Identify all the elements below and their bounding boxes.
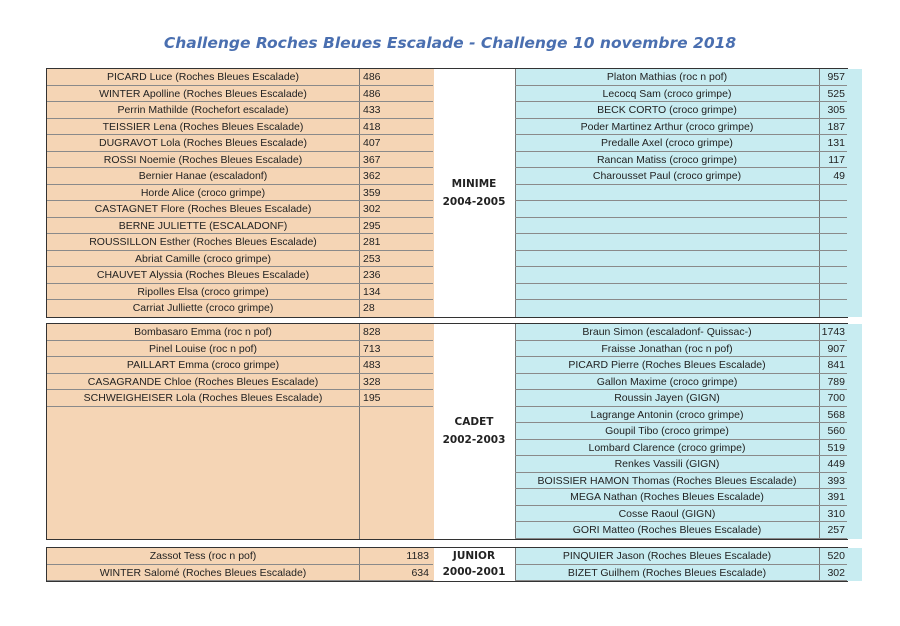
table-row: [47, 69, 433, 86]
athlete-name: Bernier Hanae (escaladonf): [138, 170, 268, 182]
athlete-score: 359: [363, 186, 381, 199]
table-row: [515, 69, 847, 86]
table-row: [515, 185, 847, 202]
athlete-score: 449: [827, 458, 845, 470]
athlete-score: 310: [827, 507, 845, 520]
table-row: [47, 251, 433, 268]
athlete-name: BERNE JULIETTE (ESCALADONF): [118, 219, 288, 232]
athlete-score: 519: [827, 441, 845, 454]
athlete-name: Renkes Vassili (GIGN): [614, 458, 720, 470]
athlete-score: 253: [363, 252, 381, 265]
athlete-score: 560: [827, 425, 845, 437]
athlete-name: WINTER Salomé (Roches Bleues Escalade): [99, 566, 307, 579]
athlete-score: 131: [827, 137, 845, 149]
athlete-score: 634: [411, 566, 429, 579]
table-row: [47, 86, 433, 103]
athlete-name: Lagrange Antonin (croco grimpe): [590, 408, 744, 421]
athlete-score: 828: [363, 326, 381, 338]
athlete-score: 187: [827, 120, 845, 133]
table-row: [515, 522, 847, 539]
table-row: [515, 152, 847, 169]
table-row: [515, 267, 847, 284]
athlete-name: Goupil Tibo (croco grimpe): [605, 425, 729, 437]
athlete-name: BECK CORTO (croco grimpe): [597, 104, 737, 116]
athlete-score: 1743: [821, 326, 845, 338]
table-row: [47, 390, 433, 407]
athlete-score: 28: [363, 302, 375, 314]
table-row: [515, 234, 847, 251]
table-row: [47, 324, 433, 341]
athlete-score: 407: [363, 137, 381, 149]
athlete-score: 841: [827, 359, 845, 371]
table-row: [47, 102, 433, 119]
athlete-name: Ripolles Elsa (croco grimpe): [137, 285, 269, 298]
table-row: [515, 390, 847, 407]
table-row: [515, 119, 847, 136]
athlete-name: Bombasaro Emma (roc n pof): [134, 326, 272, 338]
athlete-score: 418: [363, 120, 381, 133]
athlete-score: 957: [827, 71, 845, 83]
table-row: [47, 135, 433, 152]
athlete-name: CASAGRANDE Chloe (Roches Bleues Escalade): [87, 375, 319, 388]
athlete-name: Horde Alice (croco grimpe): [140, 186, 266, 199]
athlete-name: TEISSIER Lena (Roches Bleues Escalade): [102, 120, 304, 133]
athlete-score: 117: [828, 153, 845, 166]
athlete-name: CASTAGNET Flore (Roches Bleues Escalade): [94, 203, 312, 215]
athlete-score: 302: [363, 203, 381, 215]
athlete-score: 134: [363, 285, 381, 298]
athlete-score: 328: [363, 375, 381, 388]
athlete-name: Perrin Mathilde (Rochefort escalade): [117, 104, 289, 116]
athlete-name: BIZET Guilhem (Roches Bleues Escalade): [567, 566, 767, 579]
athlete-name: Poder Martinez Arthur (croco grimpe): [580, 120, 754, 133]
table-row: [515, 456, 847, 473]
category-name: JUNIOR: [452, 550, 496, 562]
category-name: MINIME: [451, 178, 497, 190]
table-row: [515, 251, 847, 268]
athlete-name: Rancan Matiss (croco grimpe): [596, 153, 738, 166]
table-row: [47, 267, 433, 284]
athlete-score: 391: [827, 491, 845, 503]
athlete-score: 433: [363, 104, 381, 116]
table-row: [515, 135, 847, 152]
table-row: [515, 506, 847, 523]
athlete-name: PINQUIER Jason (Roches Bleues Escalade): [562, 550, 772, 562]
athlete-name: GORI Matteo (Roches Bleues Escalade): [572, 524, 762, 536]
page-title: Challenge Roches Bleues Escalade - Challenge 10 novembre 2018: [163, 34, 737, 52]
athlete-score: 520: [827, 550, 845, 562]
category-years: 2002-2003: [442, 434, 506, 446]
athlete-name: CHAUVET Alyssia (Roches Bleues Escalade): [96, 269, 310, 281]
athlete-name: Carriat Julliette (croco grimpe): [132, 302, 274, 314]
athlete-name: Lecocq Sam (croco grimpe): [602, 87, 732, 100]
category-years: 2000-2001: [442, 566, 506, 578]
athlete-name: Pinel Louise (roc n pof): [149, 342, 257, 355]
athlete-score: 367: [363, 153, 381, 166]
category-label: [433, 548, 515, 580]
table-row: [515, 102, 847, 119]
table-row: [47, 218, 433, 235]
athlete-name: Charousset Paul (croco grimpe): [592, 170, 742, 182]
athlete-name: Gallon Maxime (croco grimpe): [596, 375, 738, 388]
section-junior: [46, 547, 848, 582]
athlete-name: ROSSI Noemie (Roches Bleues Escalade): [103, 153, 303, 166]
section-minime: [46, 68, 848, 318]
table-row: [515, 423, 847, 440]
table-row: [47, 152, 433, 169]
athlete-name: PAILLART Emma (croco grimpe): [126, 359, 280, 371]
athlete-score: 393: [827, 474, 845, 487]
table-row: [47, 168, 433, 185]
section-cadet: [46, 323, 848, 540]
athlete-name: Braun Simon (escaladonf- Quissac-): [582, 326, 752, 338]
table-row: [515, 489, 847, 506]
athlete-name: Fraisse Jonathan (roc n pof): [601, 342, 733, 355]
athlete-name: BOISSIER HAMON Thomas (Roches Bleues Escalade): [537, 474, 797, 487]
athlete-score: 700: [827, 392, 845, 404]
table-row: [47, 300, 433, 317]
athlete-name: Zassot Tess (roc n pof): [149, 550, 257, 562]
athlete-score: 907: [827, 342, 845, 355]
table-row: [515, 473, 847, 490]
athlete-name: PICARD Luce (Roches Bleues Escalade): [106, 71, 299, 83]
category-label: [433, 177, 515, 210]
table-row: [515, 407, 847, 424]
table-row: [47, 201, 433, 218]
athlete-name: SCHWEIGHEISER Lola (Roches Bleues Escalade): [83, 392, 323, 404]
athlete-name: WINTER Apolline (Roches Bleues Escalade): [99, 87, 307, 100]
table-row: [515, 284, 847, 301]
table-row: [515, 341, 847, 358]
table-row: [47, 284, 433, 301]
table-row: [515, 565, 847, 582]
athlete-score: 195: [363, 392, 381, 404]
athlete-score: 1183: [406, 550, 429, 562]
athlete-score: 49: [833, 170, 845, 182]
table-row: [47, 357, 433, 374]
athlete-name: MEGA Nathan (Roches Bleues Escalade): [570, 491, 764, 503]
category-label: [433, 415, 515, 448]
table-row: [515, 324, 847, 341]
athlete-name: Roussin Jayen (GIGN): [614, 392, 720, 404]
athlete-name: Abriat Camille (croco grimpe): [135, 252, 271, 265]
athlete-score: 281: [363, 236, 381, 248]
table-row: [515, 86, 847, 103]
athlete-score: 713: [363, 342, 381, 355]
category-years: 2004-2005: [442, 196, 506, 208]
table-row: [515, 357, 847, 374]
athlete-score: 525: [827, 87, 845, 100]
table-row: [47, 548, 433, 565]
athlete-score: 568: [827, 408, 845, 421]
table-row: [47, 565, 433, 582]
athlete-name: ROUSSILLON Esther (Roches Bleues Escalade): [89, 236, 317, 248]
category-name: CADET: [454, 416, 494, 428]
athlete-name: Cosse Raoul (GIGN): [618, 507, 716, 520]
table-row: [515, 548, 847, 565]
table-row: [515, 300, 847, 317]
athlete-score: 362: [363, 170, 381, 182]
table-row: [47, 374, 433, 391]
athlete-score: 305: [827, 104, 845, 116]
athlete-score: 257: [827, 524, 845, 536]
table-row: [47, 234, 433, 251]
table-row: [47, 341, 433, 358]
table-row: [47, 119, 433, 136]
athlete-score: 483: [363, 359, 381, 371]
table-row: [515, 218, 847, 235]
athlete-score: 789: [827, 375, 845, 388]
athlete-name: PICARD Pierre (Roches Bleues Escalade): [568, 359, 766, 371]
table-row: [515, 374, 847, 391]
athlete-score: 302: [827, 566, 845, 579]
athlete-name: Predalle Axel (croco grimpe): [601, 137, 733, 149]
table-row: [47, 185, 433, 202]
table-row: [515, 168, 847, 185]
athlete-name: Lombard Clarence (croco grimpe): [588, 441, 746, 454]
athlete-score: 295: [363, 219, 381, 232]
athlete-name: Platon Mathias (roc n pof): [606, 71, 728, 83]
athlete-score: 486: [363, 87, 381, 100]
table-row: [515, 201, 847, 218]
table-row: [515, 440, 847, 457]
athlete-score: 486: [363, 71, 381, 83]
athlete-score: 236: [363, 269, 381, 281]
athlete-name: DUGRAVOT Lola (Roches Bleues Escalade): [99, 137, 307, 149]
